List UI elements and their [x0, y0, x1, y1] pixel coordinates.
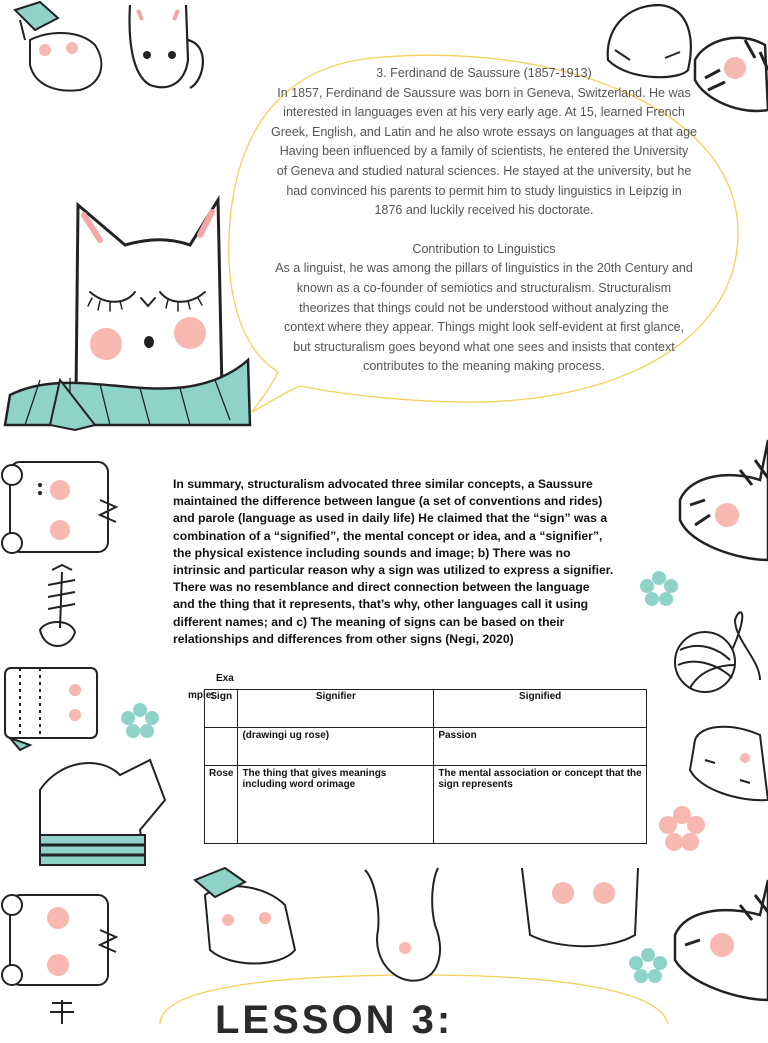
yarn-ball-icon — [675, 612, 760, 692]
table-cell: (drawingi ug rose) — [238, 728, 434, 766]
summary-line: the physical existence including sounds and image; b) There was no — [173, 545, 571, 560]
table-cell: The thing that gives meanings including word orimage — [238, 766, 434, 844]
spotted-cat-icon — [5, 668, 97, 750]
fish-bone-bottom-icon — [50, 1000, 74, 1024]
contribution-heading: Contribution to Linguistics — [412, 241, 556, 256]
table-header-row — [205, 690, 647, 728]
teal-flower-icon-3 — [629, 948, 667, 983]
sleepy-cat-right-icon — [690, 727, 768, 800]
table-cell: Rose — [205, 766, 238, 844]
summary-paragraph — [173, 476, 628, 648]
table-cell: Passion — [434, 728, 647, 766]
example-label-line2: mple: — [188, 690, 215, 701]
fish-bone-icon — [40, 565, 75, 646]
bio-line: Greek, English, and Latin and he also wrote essays on languages at that age — [271, 124, 697, 139]
summary-line: maintained the difference between langue (a set of conventions and rides) — [173, 494, 603, 509]
big-cat-icon — [76, 200, 222, 395]
teal-flower-icon-2 — [121, 703, 159, 738]
summary-line: and the thing that it represents, that’s why, other languages call it using — [173, 597, 589, 612]
header-sign: Sign — [205, 690, 238, 728]
contribution-line: As a linguist, he was among the pillars of linguistics in the 20th Century and — [275, 261, 693, 276]
example-label-line1: Exa — [216, 673, 234, 684]
summary-line: combination of a “signified”, the mental concept or idea, and a “signifier”, — [173, 528, 603, 543]
table-row — [205, 766, 647, 844]
biography-text — [250, 64, 718, 377]
summary-line: There was no resemblance and direct connection between the language — [173, 580, 590, 595]
summary-line: and parole (language as used in daily life) He claimed that the “sign” was a — [173, 511, 608, 526]
contribution-line: context where they appear. Things might look self-evident at first glance, — [284, 320, 684, 335]
bio-line: interested in languages even at his very early age. At 15, learned French — [283, 105, 685, 120]
summary-line: intrinsic and particular reason why a sign was utilized to express a signifier. — [173, 563, 614, 578]
contribution-line: contributes to the meaning making process. — [363, 359, 605, 374]
cat-with-bow-icon — [15, 2, 101, 91]
contribution-line: known as a co-founder of semiotics and structuralism. Structuralism — [296, 280, 672, 295]
face-cat-bottom-icon — [522, 868, 638, 946]
table-cell — [205, 728, 238, 766]
summary-line: relationships and differences from other signs (Negi, 2020) — [173, 631, 514, 646]
bio-line: of Geneva and studied natural sciences. He stayed at the university, but he — [276, 163, 692, 178]
header-signifier: Signifier — [238, 690, 434, 728]
teal-flower-icon — [640, 571, 678, 606]
bio-line: In 1857, Ferdinand de Saussure was born in Geneva, Switzerland. He was — [277, 85, 691, 100]
striped-cat-right-icon — [680, 440, 768, 560]
bio-line: 1876 and luckily received his doctorate. — [374, 203, 594, 218]
sign-table — [204, 689, 647, 844]
bio-line: had convinced his parents to permit him to study linguistics in Leipzig in — [286, 183, 682, 198]
table-cell: The mental association or concept that the sign represents — [434, 766, 647, 844]
contribution-line: theorizes that things could not be understood without analyzing the — [299, 300, 669, 315]
contribution-line: but structuralism goes beyond what one sees and insists that context — [293, 339, 675, 354]
biography-heading: 3. Ferdinand de Saussure (1857-1913) — [376, 66, 592, 80]
summary-line: different names; and c) The meaning of signs can be based on their — [173, 614, 565, 629]
table-row — [205, 728, 647, 766]
pink-flower-icon — [659, 806, 705, 851]
waving-cat-icon — [40, 760, 165, 865]
header-signified: Signified — [434, 690, 647, 728]
cat-with-hat-icon — [195, 868, 295, 964]
lesson-title: LESSON 3: — [215, 998, 454, 1042]
upside-down-cat-icon — [365, 868, 440, 981]
bio-line: Having been influenced by a family of scientists, he entered the University — [279, 144, 689, 159]
summary-line: In summary, structuralism advocated three similar concepts, a Saussure — [173, 477, 593, 491]
